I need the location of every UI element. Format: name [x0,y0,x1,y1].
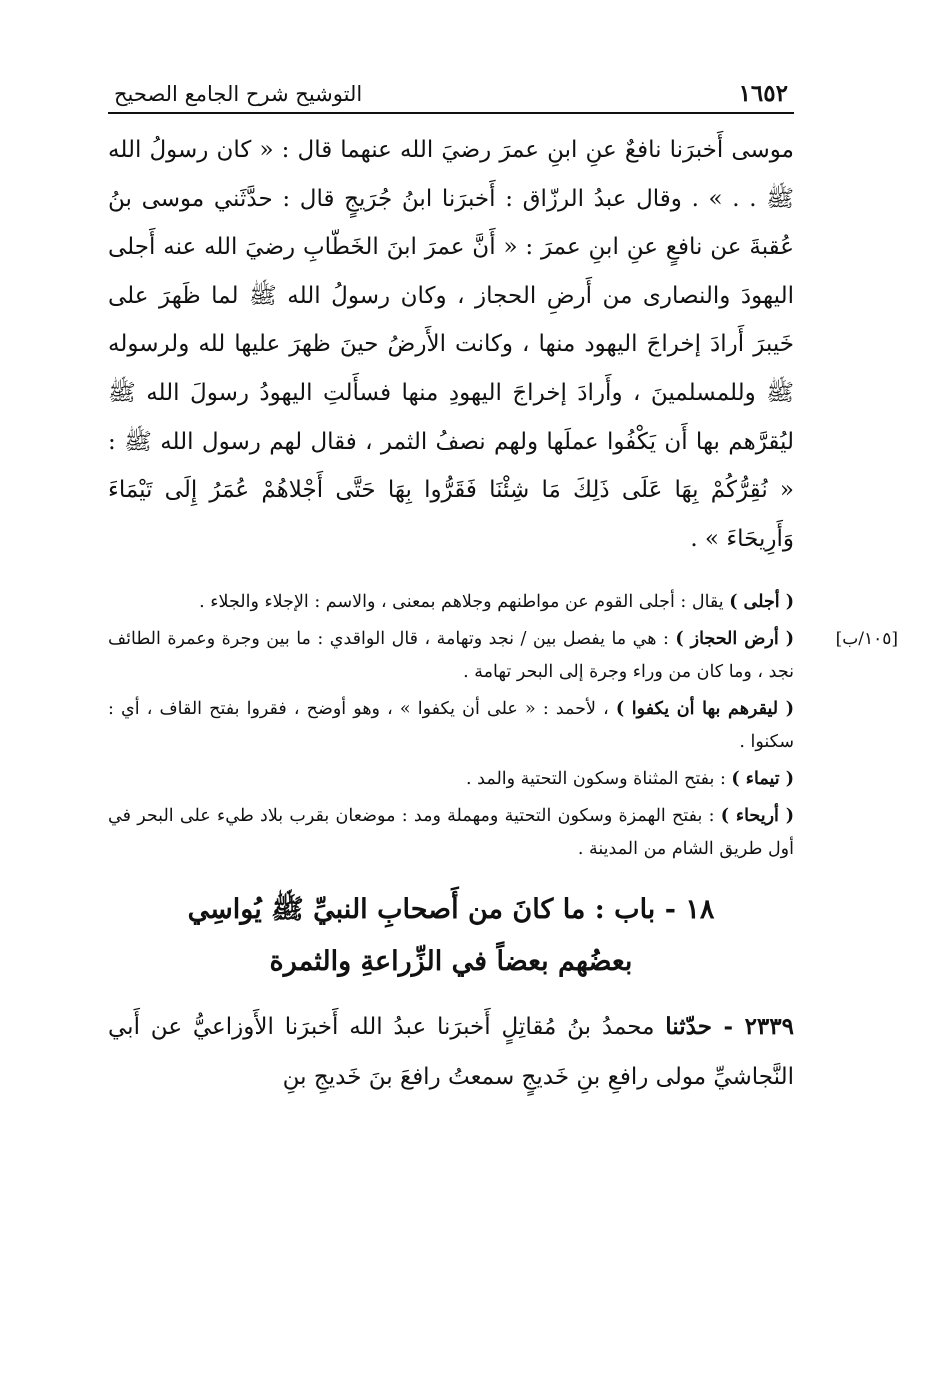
note-text: ، لأحمد : « على أن يكفوا » ، وهو أوضح ، فقروا بفتح القاف ، أي : سكنوا . [108,699,794,753]
running-title: التوشيح شرح الجامع الصحيح [114,82,363,106]
hadith-number: ٢٣٣٩ - حدّثنا [665,1013,794,1041]
note-headword: ( تيماء ) [731,769,794,790]
page-number: ١٦٥٢ [738,80,788,107]
note-headword: ( ليقرهم بها أن يكفوا ) [615,699,794,720]
note-text: : بفتح المثناة وسكون التحتية والمد . [466,769,732,790]
book-page [108,78,898,1125]
note-tayma [108,763,794,796]
chapter-heading-line-2: بعضُهم بعضاً في الزِّراعةِ والثمرة [269,946,633,978]
commentary-notes [108,586,898,866]
note-ard-alhijaz [108,623,898,689]
note-liyuqirrahum [108,693,794,759]
note-ajla [108,586,794,619]
hadith-body: محمدُ بنُ مُقاتِلٍ أَخبرَنا عبدُ الله أَخبرَنا الأَوزاعيُّ عن أَبي النَّجاشيِّ مولى رافعِ بنِ خَديجٍ سمعتُ رافعَ بنَ خَديجِ بنِ [108,1014,794,1091]
chapter-heading-line-1: ١٨ - باب : ما كانَ من أَصحابِ النبيِّ ﷺ يُواسِي [187,894,715,926]
note-text: : بفتح الهمزة وسكون التحتية ومهملة ومد : موضعان بقرب بلاد طيء على البحر في أول طريق الشام من المدينة . [108,806,794,860]
note-headword: ( أجلى ) [729,592,794,613]
hadith-text [108,1002,794,1102]
main-text: موسى أَخبرَنا نافعٌ عنِ ابنِ عمرَ رضيَ الله عنهما قال : « كان رسولُ الله ﷺ . . » . وقال عبدُ الرزّاق : أَخبرَنا ابنُ جُرَيجٍ قال : حدَّثَني موسى بنُ عُقبةَ عن نافعٍ عنِ ابنِ عمرَ : « أَنَّ عمرَ ابنَ الخَطّابِ رضيَ الله عنه أَجلى اليهودَ والنصارى من أَرضِ الحجاز ، وكان رسولُ الله ﷺ لما ظَهرَ على خَيبرَ أَرادَ إخراجَ اليهود منها ، وكانت الأَرضُ حينَ ظهرَ عليها لله ولرسوله ﷺ وللمسلمينَ ، وأَرادَ إخراجَ اليهودِ منها فسأَلتِ اليهودُ رسولَ الله ﷺ ليُقرَّهم بها أَن يَكْفُوا عملَها ولهم نصفُ الثمر ، فقال لهم رسول الله ﷺ : « نُقِرُّكُمْ بِهَا عَلَى ذَلِكَ مَا شِئْنَا فَقَرُّوا بِهَا حَتَّى أَجْلاهُمْ عُمَرُ إِلَى تَيْمَاءَ وَأَرِيحَاءَ » . [108,137,794,552]
note-ariha [108,800,794,866]
folio-marker: [١٠٥/ب] [835,629,898,650]
note-text: يقال : أجلى القوم عن مواطنهم وجلاهم بمعنى ، والاسم : الإجلاء والجلاء . [199,592,730,613]
running-header [108,78,794,114]
chapter-heading [108,884,794,988]
note-headword: ( أرض الحجاز ) [675,629,794,650]
note-headword: ( أريحاء ) [720,806,794,827]
note-text: : هي ما يفصل بين / نجد وتهامة ، قال الواقدي : ما بين وجرة وعمرة الطائف نجد ، وما كان من وراء وجرة إلى البحر تهامة . [108,629,794,683]
